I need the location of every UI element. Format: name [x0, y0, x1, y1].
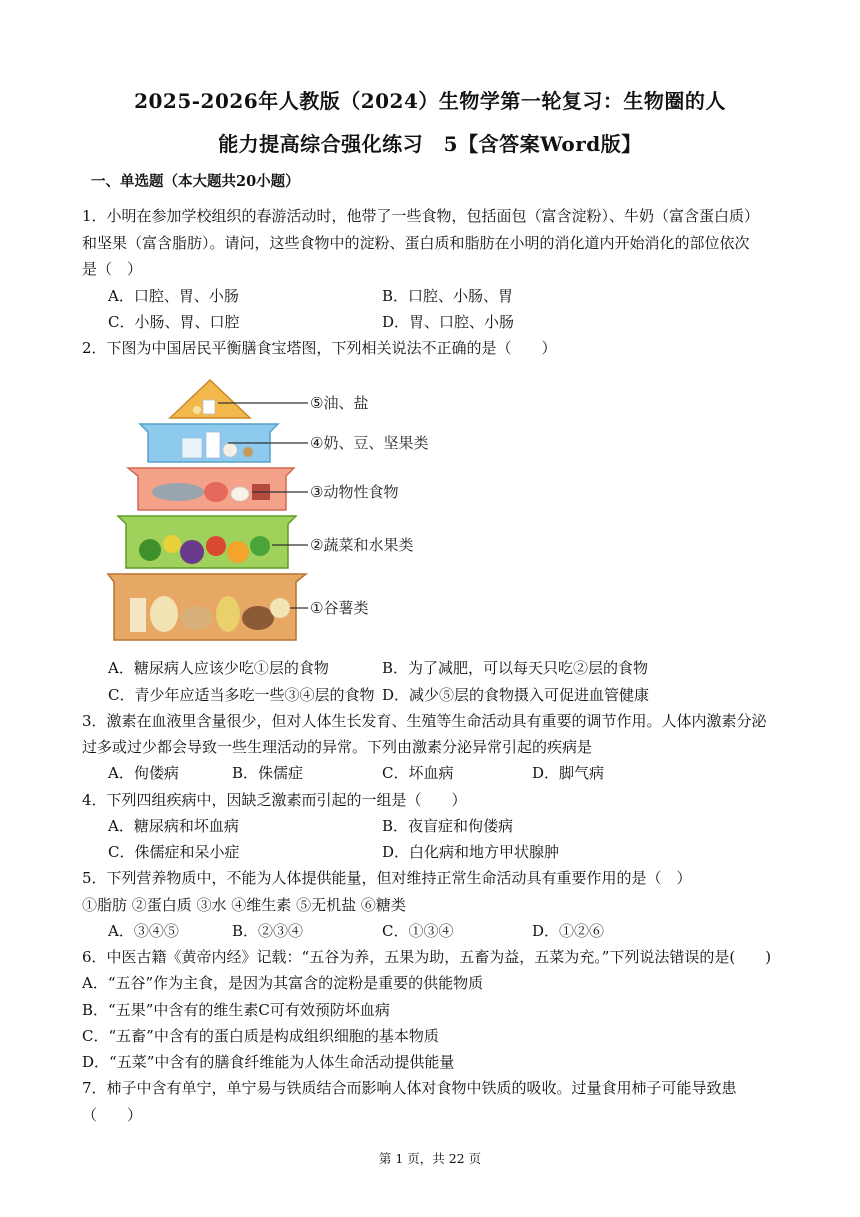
- q2-stem: 2．下图为中国居民平衡膳食宝塔图，下列相关说法不正确的是（ ）: [82, 339, 557, 357]
- q3-option-a: A．佝偻病: [108, 764, 179, 782]
- q2-option-b: B．为了减肥，可以每天只吃②层的食物: [382, 659, 649, 677]
- document-title-line2: 能力提高综合强化练习 5【含答案Word版】: [218, 132, 642, 156]
- pyramid-label-3: ③动物性食物: [310, 483, 399, 501]
- q6-option-d: D．“五菜”中含有的膳食纤维能为人体生命活动提供能量: [82, 1053, 455, 1071]
- pyramid-label-1: ①谷薯类: [310, 599, 369, 617]
- q7-stem-line2: （ ）: [82, 1106, 143, 1124]
- pyramid-tier-1: [108, 574, 306, 640]
- q2-option-c: C．青少年应适当多吃一些③④层的食物: [108, 686, 375, 704]
- q5-option-d: D．①②⑥: [532, 922, 605, 940]
- q3-option-b: B．侏儒症: [232, 764, 304, 782]
- q2-option-d: D．减少⑤层的食物摄入可促进血管健康: [382, 686, 650, 704]
- q3-option-c: C．坏血病: [382, 764, 454, 782]
- q5-option-b: B．②③④: [232, 922, 304, 940]
- pyramid-tier-2: [118, 516, 296, 568]
- q7-stem-line1: 7．柿子中含有单宁，单宁易与铁质结合而影响人体对食物中铁质的吸收。过量食用柿子可能导致患: [82, 1079, 737, 1097]
- q1-option-c: C．小肠、胃、口腔: [108, 313, 240, 331]
- q6-stem: 6．中医古籍《黄帝内经》记载：“五谷为养，五果为助，五畜为益，五菜为充。”下列说法错误的是( ): [82, 948, 772, 966]
- q4-option-c: C．侏儒症和呆小症: [108, 843, 240, 861]
- q5-option-a: A．③④⑤: [108, 922, 179, 940]
- q3-stem-line2: 过多或过少都会导致一些生理活动的异常。下列由激素分泌异常引起的疾病是: [82, 738, 593, 756]
- q1-option-b: B．口腔、小肠、胃: [382, 287, 514, 305]
- q3-option-d: D．脚气病: [532, 764, 605, 782]
- q2-option-a: A．糖尿病人应该少吃①层的食物: [108, 659, 329, 677]
- q6-option-a: A．“五谷”作为主食，是因为其富含的淀粉是重要的供能物质: [82, 974, 484, 992]
- q1-stem-line3: 是（ ）: [82, 260, 143, 278]
- q5-stem: 5．下列营养物质中，不能为人体提供能量，但对维持正常生命活动具有重要作用的是（ ）: [82, 869, 692, 887]
- q1-option-d: D．胃、口腔、小肠: [382, 313, 515, 331]
- q4-option-b: B．夜盲症和佝偻病: [382, 817, 514, 835]
- q5-option-c: C．①③④: [382, 922, 454, 940]
- q4-stem: 4．下列四组疾病中，因缺乏激素而引起的一组是（ ）: [82, 791, 467, 809]
- q4-option-a: A．糖尿病和坏血病: [108, 817, 239, 835]
- page-footer: 第 1 页，共 22 页: [378, 1151, 482, 1166]
- q3-stem-line1: 3．激素在血液里含量很少，但对人体生长发育、生殖等生命活动具有重要的调节作用。人体内激素分泌: [82, 712, 767, 730]
- q6-option-c: C．“五畜”中含有的蛋白质是构成组织细胞的基本物质: [82, 1027, 439, 1045]
- q5-items: ①脂肪 ②蛋白质 ③水 ④维生素 ⑤无机盐 ⑥糖类: [82, 896, 406, 914]
- pyramid-label-2: ②蔬菜和水果类: [310, 536, 414, 554]
- q4-option-d: D．白化病和地方甲状腺肿: [382, 843, 560, 861]
- q1-stem-line2: 和坚果（富含脂肪）。请问，这些食物中的淀粉、蛋白质和脂肪在小明的消化道内开始消化的部位依次: [82, 234, 750, 252]
- q1-option-a: A．口腔、胃、小肠: [108, 287, 239, 305]
- pyramid-tier-3: [128, 468, 294, 510]
- q6-option-b: B．“五果”中含有的维生素C可有效预防坏血病: [82, 1001, 390, 1019]
- document-title-line1: 2025-2026年人教版（2024）生物学第一轮复习：生物圈的人: [134, 89, 726, 113]
- section-heading: 一、单选题（本大题共20小题）: [91, 173, 300, 190]
- pyramid-label-4: ④奶、豆、坚果类: [310, 434, 429, 452]
- pyramid-label-5: ⑤油、盐: [310, 394, 369, 412]
- q1-stem-line1: 1．小明在参加学校组织的春游活动时，他带了一些食物，包括面包（富含淀粉）、牛奶（富含蛋白质）: [82, 207, 760, 225]
- pyramid-tier-5: [170, 380, 250, 418]
- food-pyramid-figure: [100, 370, 460, 645]
